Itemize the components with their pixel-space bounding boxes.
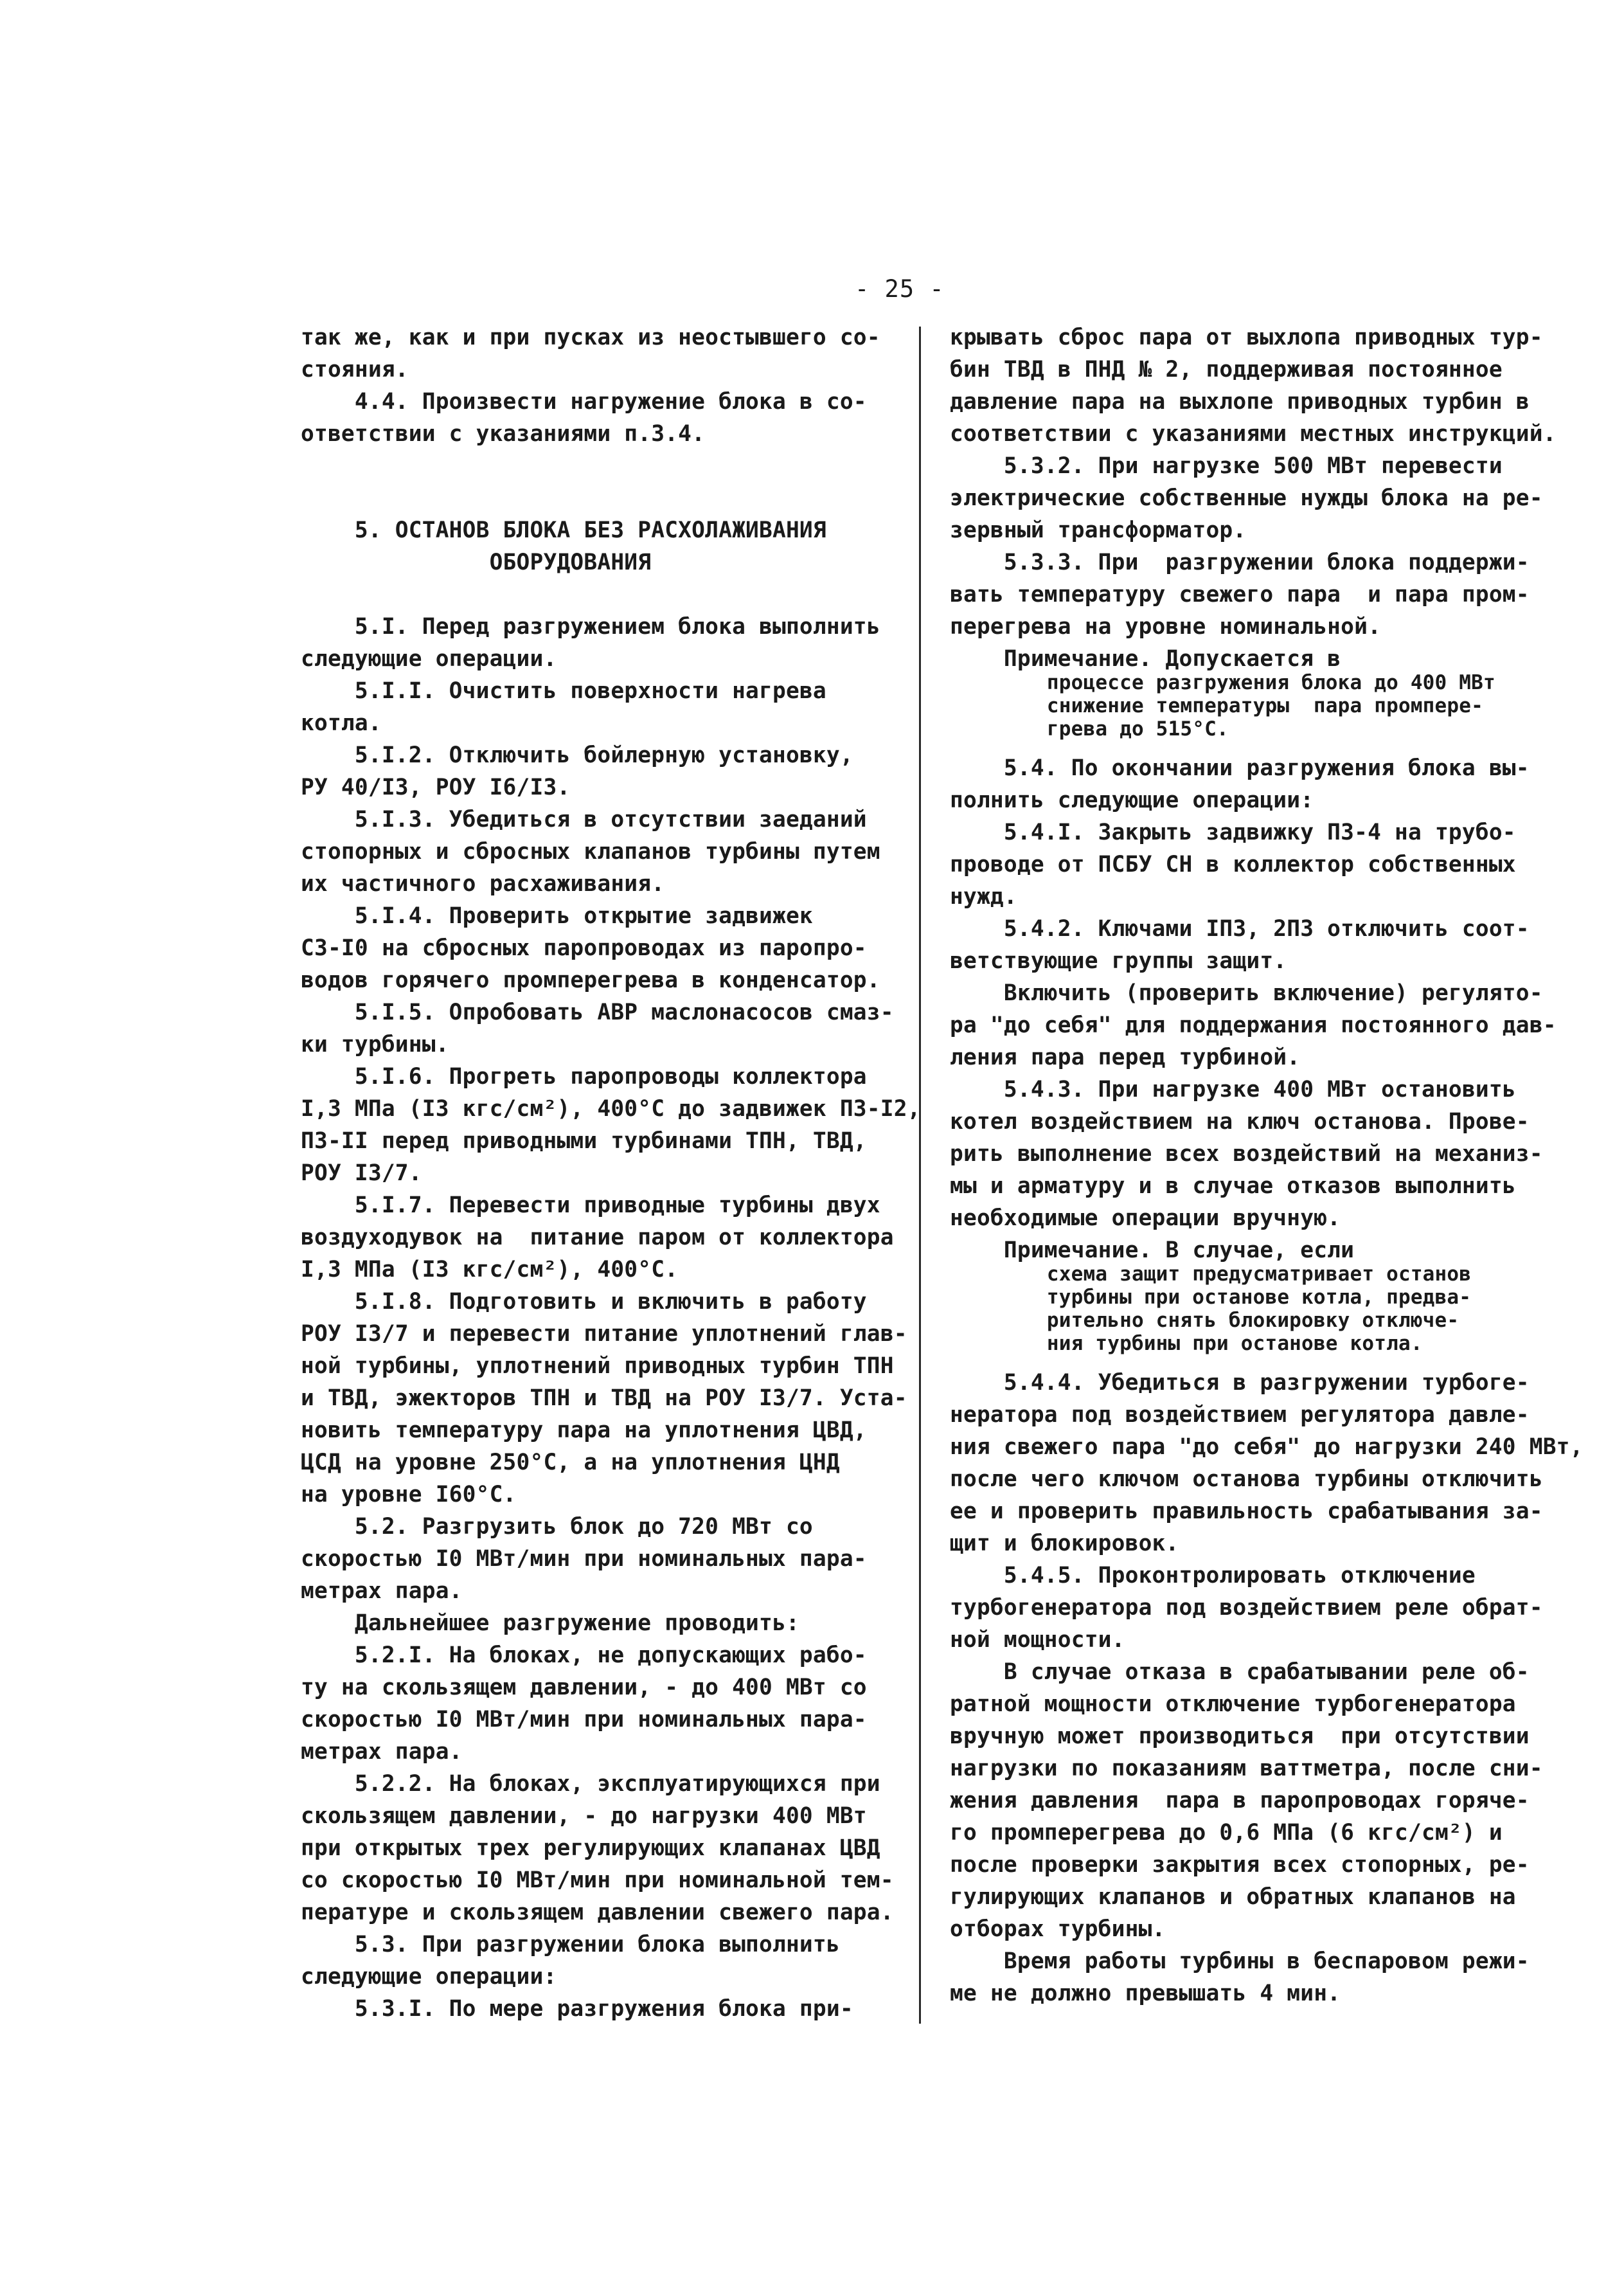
- text-line: вручную может производиться при отсутствии: [950, 1723, 1530, 1749]
- text-line: 5.3. При разгружении блока выполнить: [301, 1932, 840, 1957]
- note-line: грева до 515°С.: [950, 717, 1229, 741]
- text-line: ратной мощности отключение турбогенератора: [950, 1691, 1516, 1717]
- text-line: 5.2. Разгрузить блок до 720 МВт со: [301, 1514, 813, 1540]
- text-line: Включить (проверить включение) регулято-: [950, 980, 1543, 1006]
- text-line: гулирующих клапанов и обратных клапанов на: [950, 1884, 1516, 1910]
- note-line: схема защит предусматривает останов: [950, 1263, 1472, 1286]
- text-line: скоростью I0 МВт/мин при номинальных пара-: [301, 1546, 867, 1572]
- text-line: воздуходувок на питание паром от коллектора: [301, 1225, 894, 1250]
- page-number: - 25 -: [855, 275, 945, 303]
- text-line: нужд.: [950, 884, 1017, 910]
- note-line: рительно снять блокировку отключе-: [950, 1309, 1459, 1332]
- text-line: СЗ-I0 на сбросных паропроводах из паропро-: [301, 935, 867, 961]
- text-line: 5.2.2. На блоках, эксплуатирующихся при: [301, 1771, 880, 1797]
- text-line: зервный трансформатор.: [950, 517, 1247, 543]
- text-line: стояния.: [301, 357, 409, 382]
- text-line: следующие операции.: [301, 646, 557, 672]
- text-line: после чего ключом останова турбины отключить: [950, 1466, 1543, 1492]
- text-line: котла.: [301, 710, 382, 736]
- text-line: скользящем давлении, - до нагрузки 400 МВт: [301, 1803, 867, 1829]
- text-line: 5.I. Перед разгружением блока выполнить: [301, 614, 880, 640]
- text-line: их частичного расхаживания.: [301, 871, 665, 897]
- text-line: 5.I.7. Перевести приводные турбины двух: [301, 1192, 880, 1218]
- text-line: 4.4. Произвести нагружение блока в со-: [301, 389, 867, 415]
- text-line: рить выполнение всех воздействий на механиз-: [950, 1141, 1543, 1167]
- text-line: 5.I.3. Убедиться в отсутствии заеданий: [301, 807, 867, 832]
- note-line: ния турбины при останове котла.: [950, 1332, 1423, 1355]
- text-line: перегрева на уровне номинальной.: [950, 614, 1382, 640]
- text-line: нератора под воздействием регулятора давле-: [950, 1402, 1530, 1428]
- text-line: 5.4. По окончании разгружения блока вы-: [950, 755, 1530, 781]
- text-line: I,3 МПа (I3 кгс/см²), 400°С.: [301, 1257, 679, 1282]
- text-line: ра "до себя" для поддержания постоянного дав-: [950, 1012, 1557, 1038]
- text-line: давление пара на выхлопе приводных турбин в: [950, 389, 1530, 415]
- text-line: ме не должно превышать 4 мин.: [950, 1981, 1341, 2006]
- note-line: снижение температуры пара промпере-: [950, 694, 1483, 717]
- text-line: РОУ I3/7.: [301, 1160, 422, 1186]
- text-line: ной турбины, уплотнений приводных турбин ТПН: [301, 1353, 894, 1379]
- text-line: 5.3.2. При нагрузке 500 МВт перевести: [950, 453, 1503, 479]
- text-line: вать температуру свежего пара и пара пром-: [950, 582, 1530, 607]
- text-line: электрические собственные нужды блока на ре-: [950, 485, 1543, 511]
- text-line: стопорных и сбросных клапанов турбины путем: [301, 839, 880, 865]
- text-line: 5.3.3. При разгружении блока поддержи-: [950, 550, 1530, 575]
- text-line: ту на скользящем давлении, - до 400 МВт со: [301, 1675, 867, 1700]
- text-line: отборах турбины.: [950, 1916, 1166, 1942]
- text-line: котел воздействием на ключ останова. Прове-: [950, 1109, 1530, 1135]
- text-line: ПЗ-II перед приводными турбинами ТПН, ТВД,: [301, 1128, 867, 1154]
- text-line: ветствующие группы защит.: [950, 948, 1287, 974]
- text-line: метрах пара.: [301, 1739, 463, 1765]
- text-line: ной мощности.: [950, 1627, 1125, 1653]
- text-line: новить температуру пара на уплотнения ЦВД,: [301, 1417, 867, 1443]
- text-line: ления пара перед турбиной.: [950, 1045, 1301, 1070]
- text-line: соответствии с указаниями местных инструкций.: [950, 421, 1557, 447]
- text-line: после проверки закрытия всех стопорных, ре-: [950, 1852, 1530, 1878]
- section-heading: 5. ОСТАНОВ БЛОКА БЕЗ РАСХОЛАЖИВАНИЯ: [301, 517, 826, 543]
- text-line: 5.4.3. При нагрузке 400 МВт остановить: [950, 1077, 1516, 1102]
- text-line: нагрузки по показаниям ваттметра, после сни-: [950, 1756, 1543, 1781]
- text-line: ки турбины.: [301, 1032, 449, 1057]
- text-line: турбогенератора под воздействием реле обрат-: [950, 1595, 1543, 1621]
- text-line: 5.3.I. По мере разгружения блока при-: [301, 1996, 853, 2022]
- text-line: 5.4.5. Проконтролировать отключение: [950, 1563, 1476, 1588]
- text-line: РОУ I3/7 и перевести питание уплотнений глав-: [301, 1321, 907, 1347]
- text-line: го промперегрева до 0,6 МПа (6 кгс/см²) и: [950, 1820, 1503, 1846]
- text-line: 5.I.4. Проверить открытие задвижек: [301, 903, 813, 929]
- text-line: скоростью I0 МВт/мин при номинальных пара-: [301, 1707, 867, 1732]
- text-line: 5.4.I. Закрыть задвижку ПЗ-4 на трубо-: [950, 820, 1516, 845]
- note-line: Примечание. Допускается в: [950, 646, 1341, 672]
- text-line: проводе от ПСБУ СН в коллектор собственных: [950, 852, 1516, 877]
- text-line: при открытых трех регулирующих клапанах ЦВД: [301, 1835, 880, 1861]
- text-line: жения давления пара в паропроводах горяче-: [950, 1788, 1530, 1813]
- text-line: 5.4.2. Ключами IПЗ, 2ПЗ отключить соот-: [950, 916, 1530, 942]
- text-line: полнить следующие операции:: [950, 787, 1314, 813]
- text-line: на уровне I60°С.: [301, 1482, 517, 1507]
- section-heading: ОБОРУДОВАНИЯ: [301, 550, 652, 575]
- text-line: мы и арматуру и в случае отказов выполнить: [950, 1173, 1516, 1199]
- text-line: пературе и скользящем давлении свежего пара.: [301, 1900, 894, 1925]
- text-line: и ТВД, эжекторов ТПН и ТВД на РОУ I3/7. Уста-: [301, 1385, 907, 1411]
- text-line: В случае отказа в срабатывании реле об-: [950, 1659, 1530, 1685]
- text-line: Дальнейшее разгружение проводить:: [301, 1610, 799, 1636]
- text-line: крывать сброс пара от выхлопа приводных тур-: [950, 325, 1543, 350]
- text-line: ния свежего пара "до себя" до нагрузки 240 МВт,: [950, 1434, 1584, 1460]
- text-line: щит и блокировок.: [950, 1531, 1179, 1556]
- text-line: необходимые операции вручную.: [950, 1205, 1341, 1231]
- text-line: ответствии с указаниями п.3.4.: [301, 421, 706, 447]
- note-line: Примечание. В случае, если: [950, 1237, 1355, 1263]
- text-line: бин ТВД в ПНД № 2, поддерживая постоянное: [950, 357, 1503, 382]
- text-line: 5.I.6. Прогреть паропроводы коллектора: [301, 1064, 867, 1090]
- text-line: 5.4.4. Убедиться в разгружении турбоге-: [950, 1370, 1530, 1396]
- text-line: 5.I.8. Подготовить и включить в работу: [301, 1289, 867, 1315]
- text-line: ЦСД на уровне 250°С, а на уплотнения ЦНД: [301, 1450, 840, 1475]
- text-line: РУ 40/I3, РОУ I6/I3.: [301, 775, 571, 800]
- text-line: так же, как и при пусках из неостывшего со-: [301, 325, 880, 350]
- text-line: следующие операции:: [301, 1964, 557, 1990]
- text-line: 5.I.5. Опробовать АВР маслонасосов смаз-: [301, 1000, 894, 1025]
- text-line: I,3 МПа (I3 кгс/см²), 400°С до задвижек ПЗ-I2,: [301, 1096, 921, 1122]
- note-line: процессе разгружения блока до 400 МВт: [950, 671, 1495, 694]
- text-line: 5.2.I. На блоках, не допускающих рабо-: [301, 1642, 867, 1668]
- text-line: водов горячего промперегрева в конденсатор.: [301, 967, 880, 993]
- column-divider: [919, 327, 921, 2024]
- text-line: 5.I.I. Очистить поверхности нагрева: [301, 678, 826, 704]
- text-line: со скоростью I0 МВт/мин при номинальной тем-: [301, 1867, 894, 1893]
- text-line: Время работы турбины в беспаровом режи-: [950, 1948, 1530, 1974]
- text-line: 5.I.2. Отключить бойлерную установку,: [301, 742, 853, 768]
- note-line: турбины при останове котла, предва-: [950, 1286, 1472, 1309]
- text-line: ее и проверить правильность срабатывания за-: [950, 1498, 1543, 1524]
- text-line: метрах пара.: [301, 1578, 463, 1604]
